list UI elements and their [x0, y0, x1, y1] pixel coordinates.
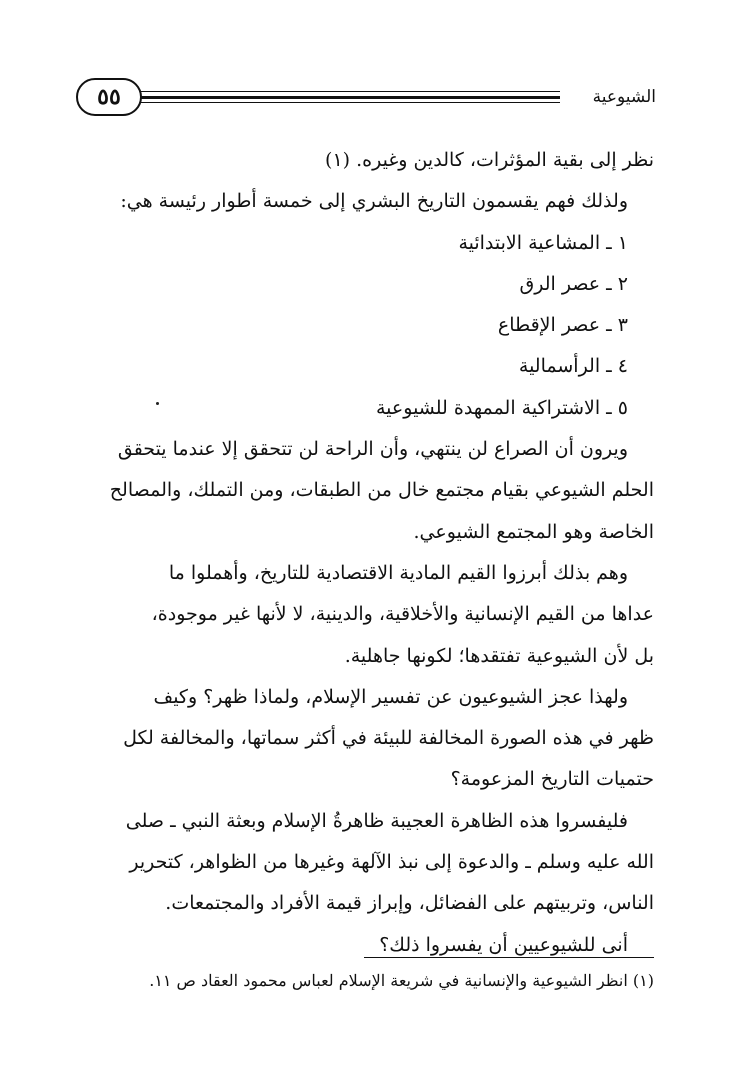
page-number-badge [76, 78, 142, 116]
text-line: نظر إلى بقية المؤثرات، كالدين وغيره. (١) [325, 149, 654, 171]
text-line: ولذلك فهم يقسمون التاريخ البشري إلى خمسة أطوار رئيسة هي: [120, 190, 628, 213]
text-line: بل لأن الشيوعية تفتقدها؛ لكونها جاهلية. [344, 644, 654, 667]
chapter-title: الشيوعية [592, 87, 656, 107]
text-line: الخاصة وهو المجتمع الشيوعي. [413, 520, 654, 543]
text-line: عداها من القيم الإنسانية والأخلاقية، والدينية، لا لأنها غير موجودة، [151, 603, 654, 626]
footnote-separator [364, 957, 654, 958]
print-speck [156, 402, 159, 405]
text-line: الله عليه وسلم ـ والدعوة إلى نبذ الآلهة وغيرها من الظواهر، كتحرير [129, 851, 654, 874]
text-line: حتميات التاريخ المزعومة؟ [450, 768, 654, 791]
page-number: ٥٥ [97, 84, 121, 110]
footnote: (١) انظر الشيوعية والإنسانية في شريعة الإسلام لعباس محمود العقاد ص ١١. [149, 971, 654, 990]
body-text [76, 140, 654, 966]
text-line: ويرون أن الصراع لن ينتهي، وأن الراحة لن تتحقق إلا عندما يتحقق [117, 438, 628, 461]
list-item: ١ ـ المشاعية الابتدائية [458, 231, 628, 254]
text-line: ظهر في هذه الصورة المخالفة للبيئة في أكثر سماتها، والمخالفة لكل [123, 727, 654, 750]
header-rule [140, 102, 560, 103]
list-item: ٥ ـ الاشتراكية الممهدة للشيوعية [376, 396, 628, 419]
text-line: الحلم الشيوعي بقيام مجتمع خال من الطبقات، ومن التملك، والمصالح [109, 479, 654, 502]
header-rule [140, 91, 560, 92]
text-line: وهم بذلك أبرزوا القيم المادية الاقتصادية للتاريخ، وأهملوا ما [168, 561, 628, 584]
header-rule [140, 96, 560, 99]
list-item: ٣ ـ عصر الإقطاع [497, 314, 628, 337]
text-line: ولهذا عجز الشيوعيون عن تفسير الإسلام، ولماذا ظهر؟ وكيف [153, 685, 628, 708]
page-header [76, 78, 656, 120]
text-line: الناس، وتربيتهم على الفضائل، وإبراز قيمة الأفراد والمجتمعات. [165, 892, 654, 915]
list-item: ٤ ـ الرأسمالية [518, 355, 628, 378]
text-line: أنى للشيوعيين أن يفسروا ذلك؟ [379, 933, 628, 956]
text-line: فليفسروا هذه الظاهرة العجيبة ظاهرةُ الإسلام وبعثة النبي ـ صلى [125, 809, 628, 832]
list-item: ٢ ـ عصر الرق [519, 272, 628, 295]
